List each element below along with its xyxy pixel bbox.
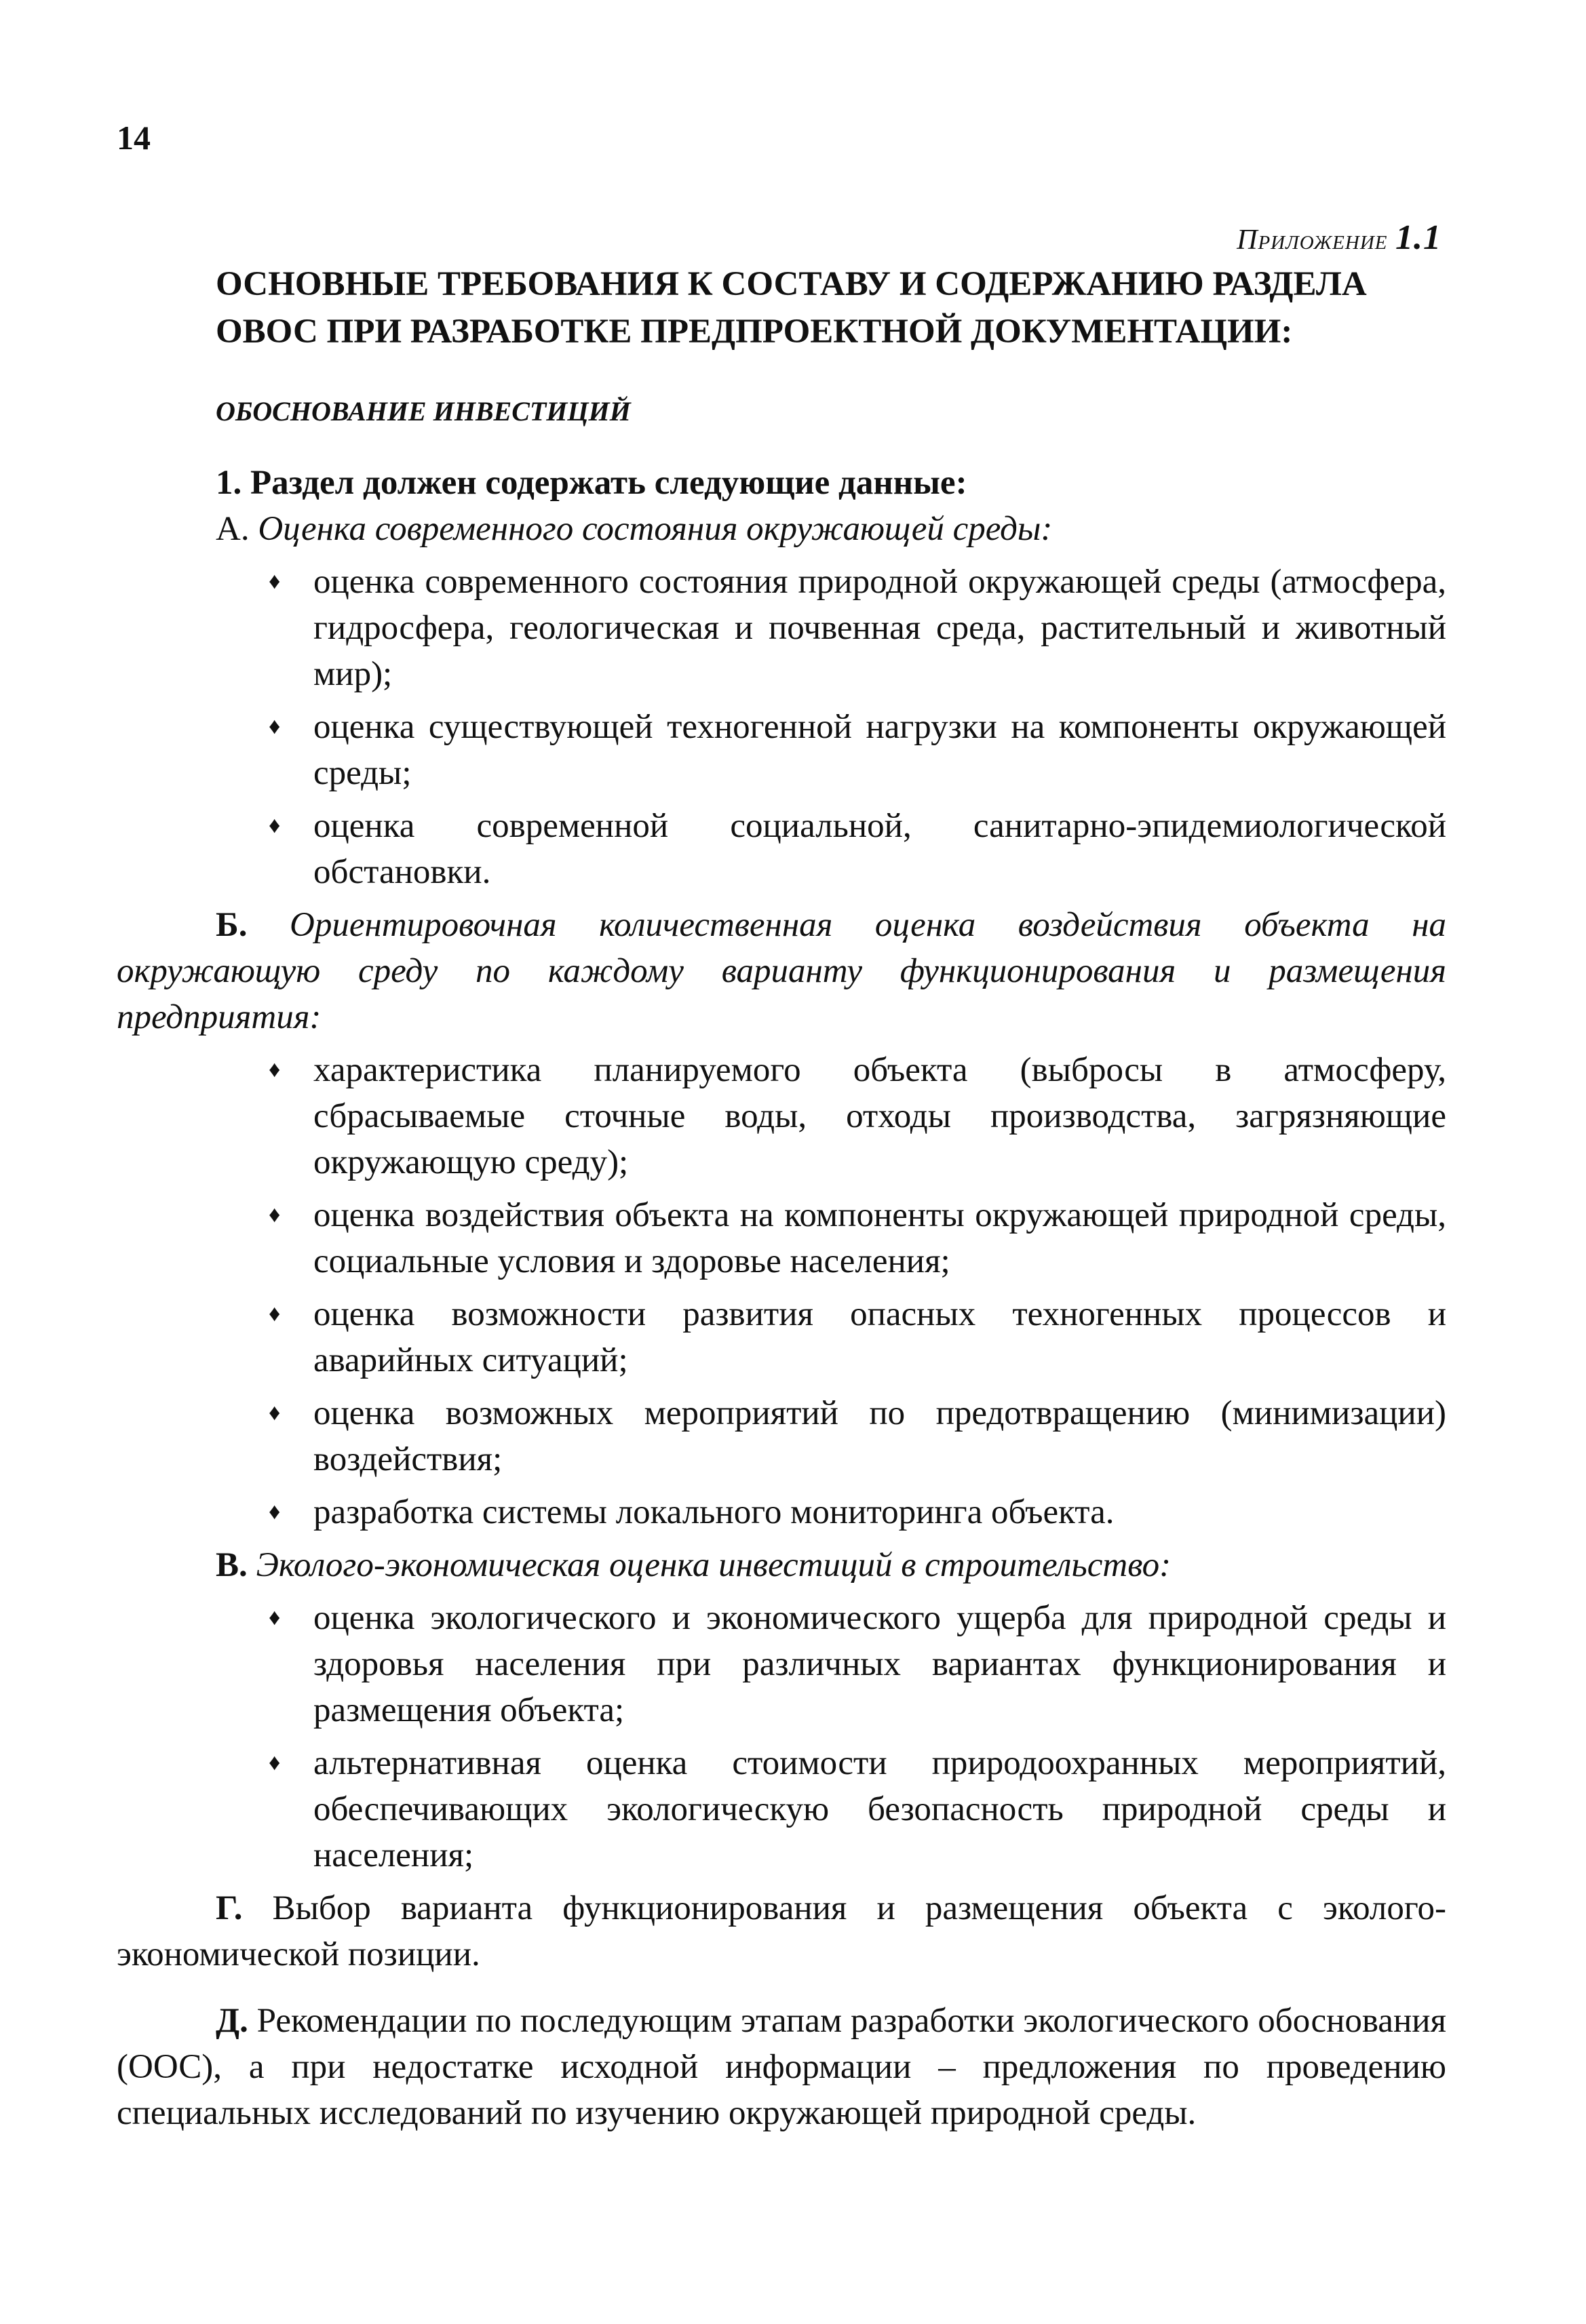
section-g-letter: Г. xyxy=(216,1889,243,1927)
section-b-list xyxy=(117,1047,1446,1535)
section-a-label: Оценка современного состояния окружающей среды: xyxy=(258,510,1053,548)
list-item-text: характеристика планируемого объекта (выбросы в атмосферу, сбрасываемые сточные воды, отходы производства, загрязняющие окружающую среду); xyxy=(313,1051,1446,1181)
section-b-label: Ориентировочная количественная оценка воздействия объекта на окружающую среду по каждому варианту функционирования и размещения предприятия: xyxy=(117,906,1446,1036)
section-1-heading: 1. Раздел должен содержать следующие данные: xyxy=(216,464,967,502)
list-item-text: альтернативная оценка стоимости природоохранных мероприятий, обеспечивающих экологическую безопасность природной среды и населения; xyxy=(313,1744,1446,1874)
document-subtitle: ОБОСНОВАНИЕ ИНВЕСТИЦИЙ xyxy=(216,396,631,427)
list-item-text: разработка системы локального мониторинга объекта. xyxy=(313,1493,1115,1531)
document-body xyxy=(117,460,1446,2136)
list-item xyxy=(269,1390,1446,1482)
section-v-list xyxy=(117,1595,1446,1878)
appendix-label xyxy=(950,217,1442,259)
section-d-letter: Д. xyxy=(216,2002,248,2040)
diamond-bullet-icon: ♦ xyxy=(269,1400,281,1425)
section-a-letter: А. xyxy=(216,510,250,548)
list-item xyxy=(269,803,1446,895)
list-item xyxy=(269,1047,1446,1185)
section-a-heading xyxy=(117,506,1446,552)
list-item-text: оценка возможности развития опасных техногенных процессов и аварийных ситуаций; xyxy=(313,1295,1446,1379)
document-title: ОСНОВНЫЕ ТРЕБОВАНИЯ К СОСТАВУ И СОДЕРЖАНИЮ РАЗДЕЛА ОВОС ПРИ РАЗРАБОТКЕ ПРЕДПРОЕКТНОЙ ДОКУМЕНТАЦИИ: xyxy=(216,265,1367,351)
list-item-text: оценка экологического и экономического ущерба для природной среды и здоровья населения при различных вариантах функционирования и размещения объекта; xyxy=(313,1599,1446,1729)
list-item-text: оценка существующей техногенной нагрузки на компоненты окружающей среды; xyxy=(313,708,1446,792)
diamond-bullet-icon: ♦ xyxy=(269,1605,281,1630)
list-item-text: оценка современного состояния природной окружающей среды (атмосфера, гидросфера, геологическая и почвенная среда, растительный и животный мир); xyxy=(313,563,1446,693)
section-b-heading xyxy=(117,902,1446,1040)
diamond-bullet-icon: ♦ xyxy=(269,1301,281,1326)
list-item xyxy=(269,704,1446,796)
list-item xyxy=(269,559,1446,697)
list-item-text: оценка современной социальной, санитарно-эпидемиологической обстановки. xyxy=(313,807,1446,891)
list-item-text: оценка возможных мероприятий по предотвращению (минимизации) воздействия; xyxy=(313,1394,1446,1478)
section-v-letter: В. xyxy=(216,1546,248,1584)
diamond-bullet-icon: ♦ xyxy=(269,569,281,594)
diamond-bullet-icon: ♦ xyxy=(269,1499,281,1524)
section-g-text: Выбор варианта функционирования и размещения объекта с эколого-экономической позиции. xyxy=(117,1889,1446,1973)
diamond-bullet-icon: ♦ xyxy=(269,1057,281,1082)
section-g-paragraph xyxy=(117,1885,1446,1977)
section-v-heading xyxy=(117,1542,1446,1588)
list-item xyxy=(269,1740,1446,1878)
list-item-text: оценка воздействия объекта на компоненты окружающей природной среды, социальные условия и здоровье населения; xyxy=(313,1196,1446,1280)
diamond-bullet-icon: ♦ xyxy=(269,1750,281,1775)
diamond-bullet-icon: ♦ xyxy=(269,1202,281,1227)
section-b-letter: Б. xyxy=(216,906,248,944)
list-item xyxy=(269,1489,1446,1535)
section-a-list xyxy=(117,559,1446,895)
appendix-number: 1.1 xyxy=(1395,218,1442,257)
list-item xyxy=(269,1192,1446,1284)
diamond-bullet-icon: ♦ xyxy=(269,714,281,739)
section-d-paragraph xyxy=(117,1998,1446,2136)
list-item xyxy=(269,1595,1446,1733)
page-number: 14 xyxy=(117,119,151,157)
diamond-bullet-icon: ♦ xyxy=(269,813,281,838)
section-v-label: Эколого-экономическая оценка инвестиций в строительство: xyxy=(256,1546,1172,1584)
appendix-word: Приложение xyxy=(1237,224,1388,256)
section-d-text: Рекомендации по последующим этапам разработки экологического обоснования (ООС), а при недостатке исходной информации – предложения по проведению специальных исследований по изучению окружающей природной среды. xyxy=(117,2002,1446,2132)
list-item xyxy=(269,1291,1446,1383)
